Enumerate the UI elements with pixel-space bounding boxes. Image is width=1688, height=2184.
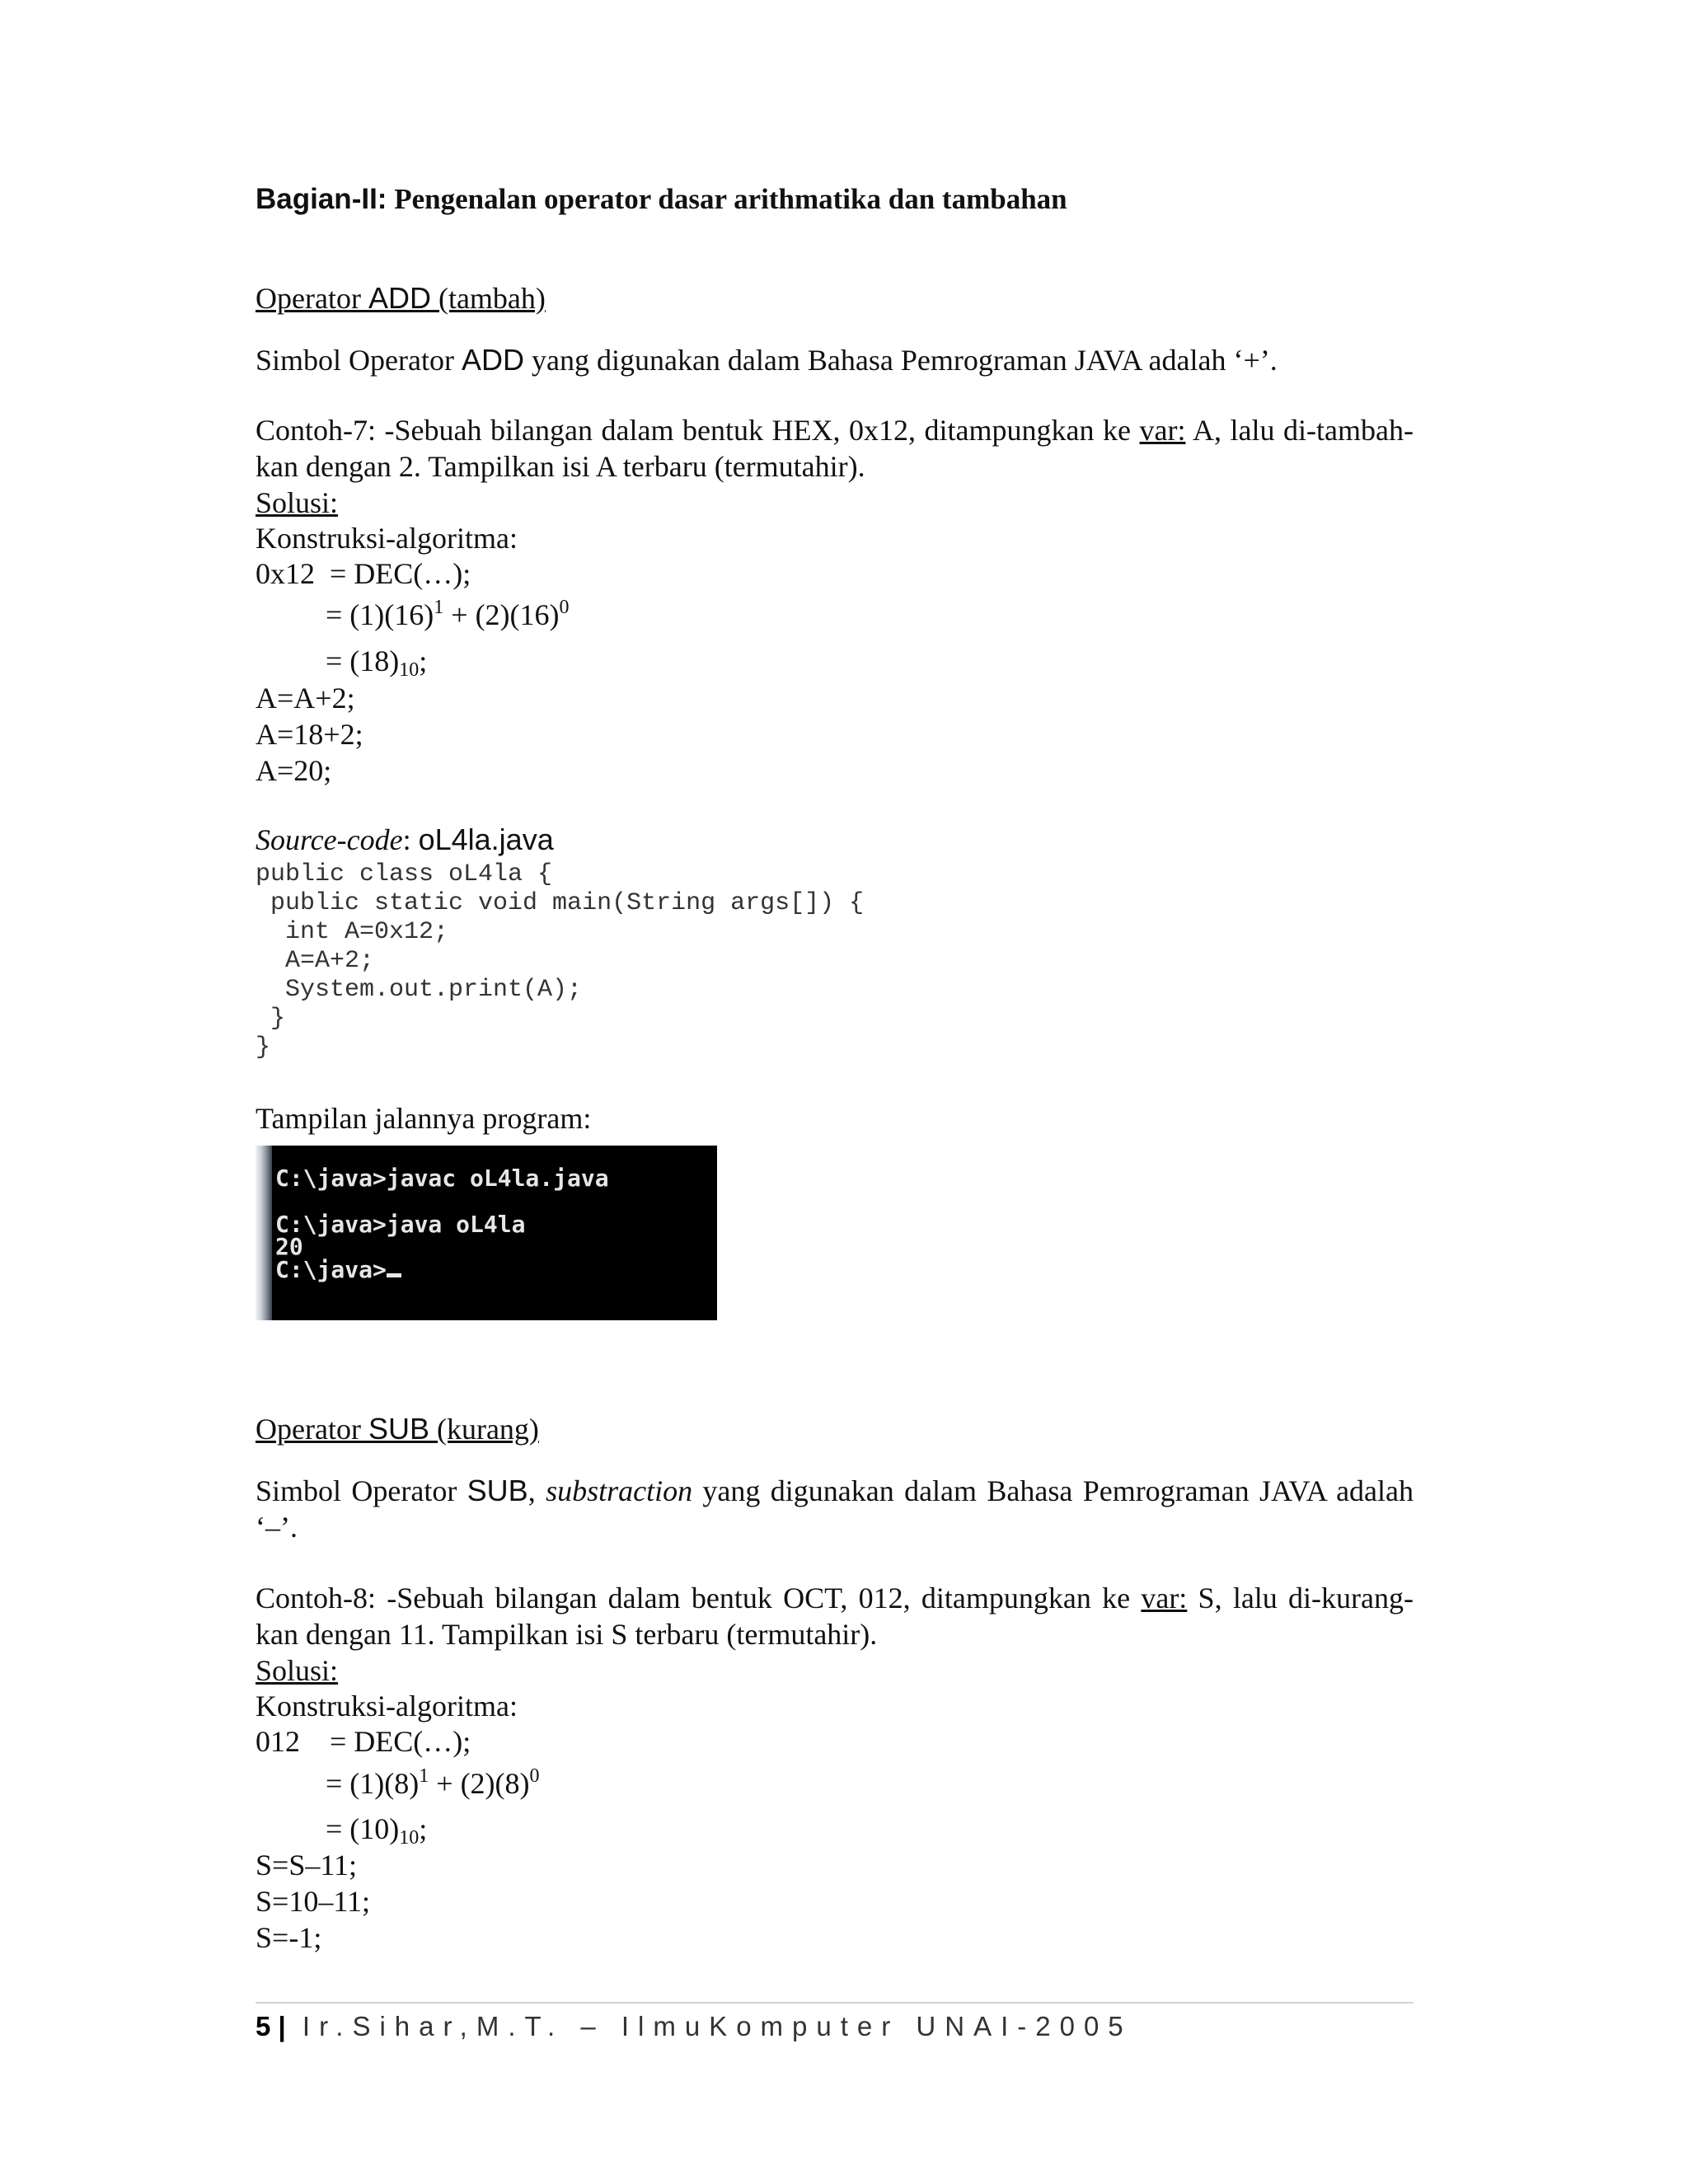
add-algorithm-line-3: = $(18)_{10}$; xyxy=(326,644,428,681)
console-cursor xyxy=(387,1273,401,1277)
add-description: Simbol Operator ADD yang digunakan dalam Bahasa Pemrograman JAVA adalah ‘+’. xyxy=(256,343,1278,377)
sub-solusi: Solusi: xyxy=(256,1654,339,1687)
footer-author: Ir.Sihar,M.T. – IlmuKomputer UNAI-2005 xyxy=(285,2011,1132,2041)
add-solusi: Solusi: xyxy=(256,486,339,519)
console-line-4: C:\java> xyxy=(275,1258,401,1282)
add-step-3: A=20; xyxy=(256,754,332,787)
heading-title: Pengenalan operator dasar arithmatika dan tambahan xyxy=(387,183,1067,215)
footer-divider xyxy=(256,2002,1414,2004)
add-algorithm-line-1: 0x12 = DEC(…); xyxy=(256,557,471,590)
add-algorithm-line-2: = $(1)(16)^1 + (2)(16)^0$ xyxy=(326,597,570,631)
sub-step-2: S=10–11; xyxy=(256,1885,370,1918)
console-line-2: C:\java>java oL4la xyxy=(275,1211,526,1238)
sub-algorithm-line-2: = $(1)(8)^1 + (2)(8)^0$ xyxy=(326,1765,540,1800)
tampilan-label: Tampilan jalannya program: xyxy=(256,1102,592,1135)
page-footer xyxy=(256,2011,1132,2042)
sub-step-1: S=S–11; xyxy=(256,1849,358,1882)
sub-step-3: S=-1; xyxy=(256,1921,322,1954)
section-heading xyxy=(256,183,1067,216)
source-code-label: Source-code: oL4la.java xyxy=(256,823,554,856)
sub-konstruksi: Konstruksi-algoritma: xyxy=(256,1690,518,1722)
page-number: 5 | xyxy=(256,2011,286,2041)
sub-algorithm-line-1: 012 = DEC(…); xyxy=(256,1725,471,1758)
add-example: Contoh-7: -Sebuah bilangan dalam bentuk HEX, 0x12, ditampungkan ke var: A, lalu di-tambah-kan dengan 2. Tampilkan isi A terbaru (termutahir). xyxy=(256,414,1414,483)
sub-description: Simbol Operator SUB, substraction yang digunakan dalam Bahasa Pemrograman JAVA adalah ‘–’. xyxy=(256,1474,1414,1544)
console-screenshot xyxy=(256,1146,717,1320)
add-step-2: A=18+2; xyxy=(256,718,363,751)
add-konstruksi: Konstruksi-algoritma: xyxy=(256,522,518,555)
source-code-block: public class oL4la { public static void main(String args[]) { int A=0x12; A=A+2; System.out.print(A); } } xyxy=(256,860,865,1062)
sub-algorithm-line-3: = $(10)_{10}$; xyxy=(326,1812,428,1849)
heading-lead: Bagian-II: xyxy=(256,183,387,215)
sub-title: Operator SUB (kurang) xyxy=(256,1412,539,1446)
sub-example: Contoh-8: -Sebuah bilangan dalam bentuk OCT, 012, ditampungkan ke var: S, lalu di-kurang-kan dengan 11. Tampilkan isi S terbaru (termutahir). xyxy=(256,1582,1414,1651)
console-scrollbar-edge xyxy=(256,1146,272,1320)
console-line-1: C:\java>javac oL4la.java xyxy=(275,1165,609,1192)
add-step-1: A=A+2; xyxy=(256,682,355,715)
console-line-3: 20 xyxy=(275,1233,303,1260)
add-title: Operator ADD (tambah) xyxy=(256,281,546,315)
